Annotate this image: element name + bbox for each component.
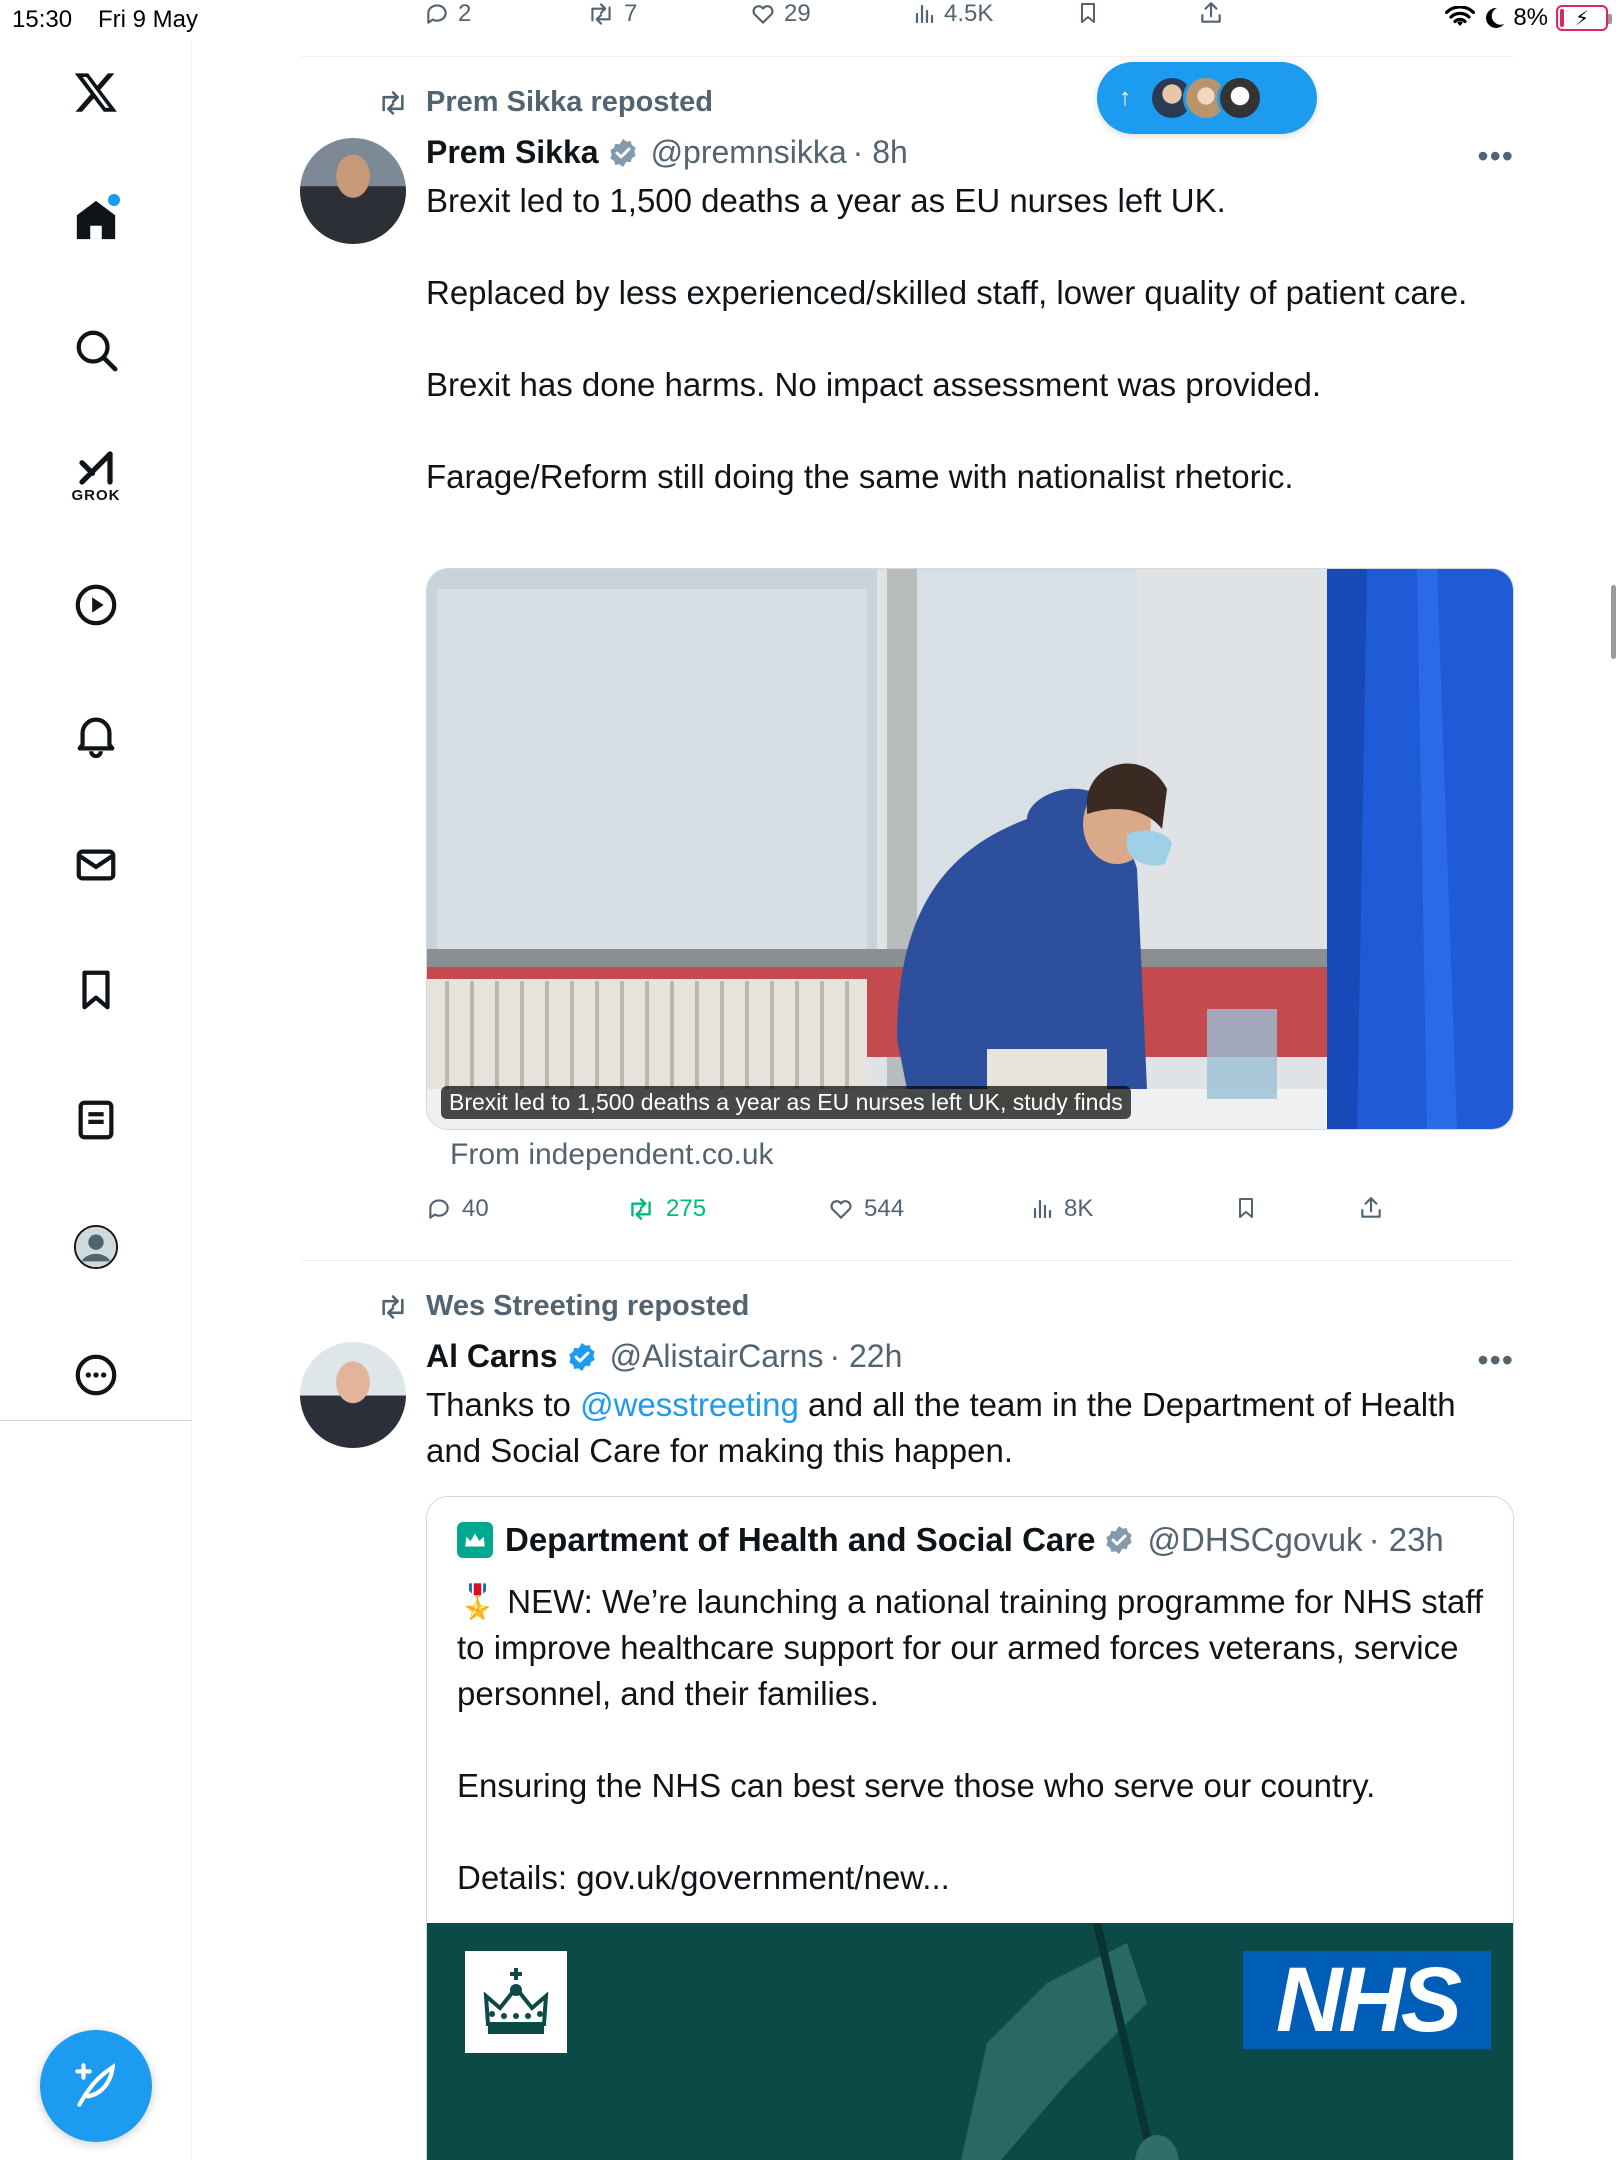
- notification-dot: [108, 194, 120, 206]
- nav-lists[interactable]: [56, 1080, 136, 1160]
- grok-label: GROK: [71, 486, 121, 504]
- status-time: 15:30: [12, 6, 73, 33]
- nav-grok[interactable]: [56, 435, 136, 515]
- nav-explore[interactable]: [56, 310, 136, 390]
- verified-badge-icon: [1103, 1524, 1135, 1556]
- bell-icon: [73, 712, 119, 758]
- battery-fill: [1560, 9, 1564, 27]
- arrow-up-icon: ↑: [1119, 84, 1131, 111]
- previous-tweet-actions: [300, 0, 1514, 40]
- reply-button[interactable]: [424, 0, 471, 28]
- compose-button[interactable]: [40, 2030, 152, 2142]
- nav-video[interactable]: [56, 565, 136, 645]
- like-count: 544: [864, 1195, 905, 1222]
- dhsc-logo-icon: [457, 1522, 493, 1558]
- handle[interactable]: @AlistairCarns: [609, 1338, 824, 1374]
- nav-more[interactable]: [56, 1335, 136, 1415]
- sidebar-divider: [0, 1420, 192, 1421]
- display-name[interactable]: Prem Sikka: [426, 134, 599, 170]
- nhs-logo: NHS: [1243, 1951, 1491, 2049]
- heart-icon: [828, 1196, 854, 1222]
- repost-button[interactable]: [586, 0, 637, 28]
- mention-link[interactable]: @wesstreeting: [580, 1386, 799, 1423]
- royal-crest-icon: [465, 1951, 567, 2053]
- view-count: 4.5K: [944, 0, 994, 27]
- battery-percent: 8%: [1513, 4, 1548, 31]
- more-options-button[interactable]: •••: [1477, 138, 1514, 174]
- timestamp[interactable]: · 8h: [852, 134, 908, 170]
- avatar[interactable]: [300, 1342, 406, 1448]
- views-icon: [1030, 1197, 1054, 1221]
- display-name[interactable]: Department of Health and Social Care: [505, 1521, 1096, 1558]
- video-icon: [73, 582, 119, 628]
- nav-bookmarks[interactable]: [56, 950, 136, 1030]
- reply-icon: [424, 1, 450, 27]
- repost-icon: [376, 1293, 410, 1321]
- quoted-tweet-header: [457, 1521, 1444, 1559]
- reply-button[interactable]: [426, 1195, 489, 1223]
- share-icon: [1358, 1195, 1384, 1221]
- nav-notifications[interactable]: [56, 695, 136, 775]
- tweet-text: Brexit led to 1,500 deaths a year as EU nurses left UK. Replaced by less experienced/skilled staff, lower quality of patient care. Brexit has done harms. No impact assessment was provided. Farage/Reform still doing the same with nationalist rhetoric.: [426, 182, 1468, 495]
- tweet[interactable]: [300, 1290, 1514, 2160]
- battery-icon: [1556, 5, 1608, 31]
- search-icon: [73, 327, 119, 373]
- profile-icon: [73, 1224, 119, 1270]
- repost-count: 275: [666, 1195, 707, 1222]
- more-icon: [73, 1352, 119, 1398]
- like-count: 29: [784, 0, 811, 27]
- share-icon: [1198, 0, 1224, 26]
- share-button[interactable]: [1198, 0, 1224, 26]
- repost-button[interactable]: [626, 1195, 706, 1223]
- bookmark-icon: [73, 967, 119, 1013]
- share-button[interactable]: [1358, 1195, 1384, 1221]
- repost-label: Wes Streeting reposted: [426, 1290, 750, 1322]
- compose-feather-icon: [71, 2061, 121, 2111]
- tweet-actions: [426, 1195, 1514, 1235]
- mail-icon: [73, 842, 119, 888]
- sidebar: [0, 40, 192, 2160]
- bookmark-icon: [1234, 1195, 1258, 1221]
- grok-icon: [73, 447, 119, 489]
- views-button[interactable]: [912, 0, 993, 28]
- card-title: Brexit led to 1,500 deaths a year as EU nurses left UK, study finds: [441, 1086, 1131, 1119]
- reply-icon: [426, 1196, 452, 1222]
- tweet-text-part: Thanks to: [426, 1386, 581, 1423]
- avatar[interactable]: [300, 138, 406, 244]
- charging-bolt-icon: ⚡: [1574, 7, 1590, 30]
- quoted-tweet-image[interactable]: [427, 1923, 1514, 2160]
- quoted-tweet-text: 🎖️ NEW: We’re launching a national training programme for NHS staff to improve healthcare support for our armed forces veterans, service personnel, and their families. Ensuring the NHS can best serve those who serve our country. Details: gov.uk/government/new...: [457, 1583, 1484, 1896]
- repost-icon: [626, 1196, 656, 1222]
- bookmark-button[interactable]: [1076, 0, 1100, 26]
- tweet[interactable]: [300, 86, 1514, 1261]
- views-button[interactable]: [1030, 1195, 1093, 1223]
- tweet-text-part: and all the team in the Department of Health and Social Care for making this happen.: [426, 1386, 1465, 1469]
- tweet-text: [426, 1382, 1486, 1474]
- quoted-tweet[interactable]: [426, 1496, 1514, 2160]
- link-card-image[interactable]: [426, 568, 1514, 1130]
- x-logo[interactable]: [56, 52, 136, 132]
- bookmark-button[interactable]: [1234, 1195, 1258, 1221]
- reply-count: 2: [458, 0, 472, 27]
- tweet-divider: [300, 56, 1514, 57]
- handle[interactable]: @premnsikka: [650, 134, 847, 170]
- timestamp[interactable]: · 22h: [829, 1338, 903, 1374]
- repost-label: Prem Sikka reposted: [426, 86, 713, 118]
- like-button[interactable]: [828, 1195, 904, 1223]
- nav-messages[interactable]: [56, 825, 136, 905]
- tweet-divider: [300, 1260, 1514, 1261]
- nav-home[interactable]: [56, 180, 136, 260]
- more-options-button[interactable]: •••: [1477, 1342, 1514, 1378]
- verified-badge-icon: [566, 1341, 598, 1373]
- status-date: Fri 9 May: [98, 6, 199, 33]
- x-logo-icon: [73, 69, 119, 115]
- display-name[interactable]: Al Carns: [426, 1338, 558, 1374]
- repost-icon: [376, 89, 410, 117]
- nav-profile[interactable]: [56, 1207, 136, 1287]
- card-source[interactable]: From independent.co.uk: [450, 1138, 774, 1171]
- reply-count: 40: [462, 1195, 489, 1222]
- timestamp[interactable]: · 23h: [1368, 1521, 1444, 1558]
- bookmark-icon: [1076, 0, 1100, 26]
- tweet-header: [426, 134, 908, 171]
- repost-icon: [586, 1, 616, 27]
- heart-icon: [750, 1, 776, 27]
- lists-icon: [73, 1097, 119, 1143]
- repost-count: 7: [624, 0, 638, 27]
- verified-badge-icon: [607, 137, 639, 169]
- nurse-photo: [427, 569, 1514, 1130]
- handle[interactable]: @DHSCgovuk: [1147, 1521, 1363, 1558]
- like-button[interactable]: [750, 0, 811, 28]
- scrollbar[interactable]: [1611, 585, 1616, 659]
- tweet-header: [426, 1338, 902, 1375]
- repost-context: [376, 86, 713, 119]
- repost-context: [376, 1290, 749, 1323]
- views-icon: [912, 2, 936, 26]
- view-count: 8K: [1064, 1195, 1094, 1222]
